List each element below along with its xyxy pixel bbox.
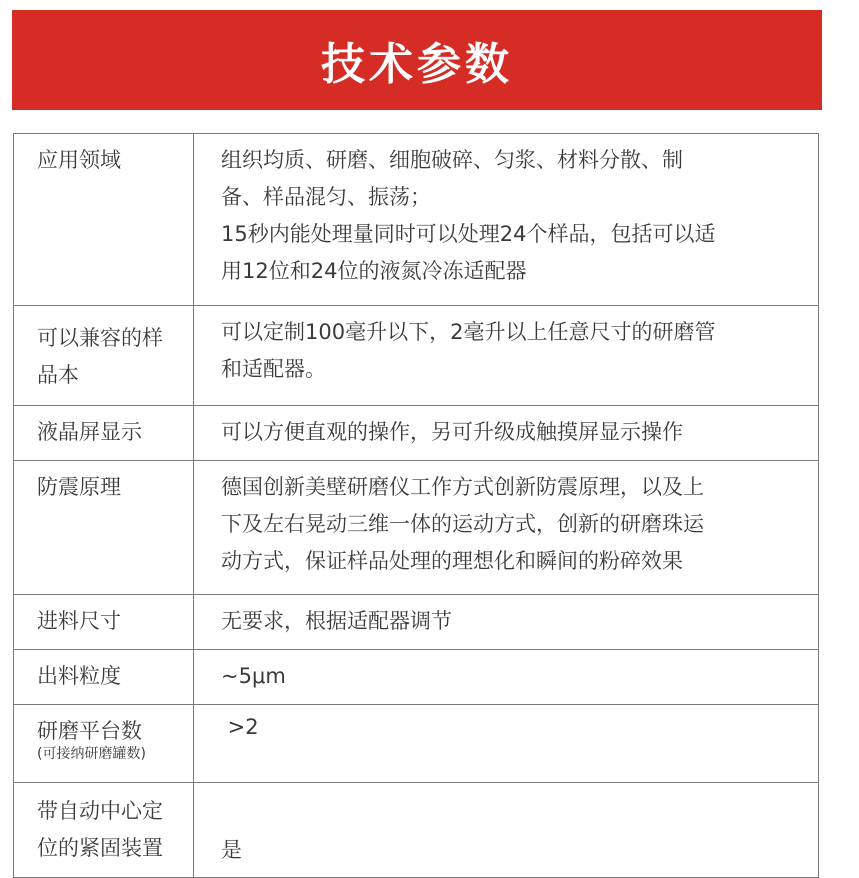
spec-label: 可以兼容的样 品本 [14,306,194,406]
spec-sub-label: (可接纳研磨罐数) [37,746,146,762]
spec-label: 进料尺寸 [14,595,194,650]
table-row [14,306,819,406]
spec-label: 出料粒度 [14,650,194,705]
table-row [14,650,819,705]
table-row [14,783,819,878]
title-banner [12,10,822,110]
table-row [14,406,819,461]
spec-table [13,133,819,878]
spec-label: 带自动中心定 位的紧固装置 [14,783,194,878]
table-row [14,134,819,306]
spec-value: 组织均质、研磨、细胞破碎、匀浆、材料分散、制 备、样品混匀、振荡； 15秒内能处理量同时可以处理24个样品，包括可以适 用12位和24位的液氮冷冻适配器 [194,134,819,306]
spec-value: 是 [194,783,819,878]
spec-label: 应用领域 [14,134,194,306]
spec-value: ~5μm [194,650,819,705]
spec-label: 防震原理 [14,461,194,595]
spec-label: 液晶屏显示 [14,406,194,461]
spec-value: 可以定制100毫升以下，2毫升以上任意尺寸的研磨管 和适配器。 [194,306,819,406]
spec-value: >2 [194,705,819,783]
table-row [14,705,819,783]
spec-value: 可以方便直观的操作，另可升级成触摸屏显示操作 [194,406,819,461]
table-row [14,461,819,595]
spec-value: 德国创新美壁研磨仪工作方式创新防震原理，以及上 下及左右晃动三维一体的运动方式，创新的研磨珠运 动方式，保证样品处理的理想化和瞬间的粉碎效果 [194,461,819,595]
spec-label: 研磨平台数 (可接纳研磨罐数) [14,705,194,783]
spec-value: 无要求，根据适配器调节 [194,595,819,650]
page-title: 技术参数 [321,39,513,90]
table-row [14,595,819,650]
